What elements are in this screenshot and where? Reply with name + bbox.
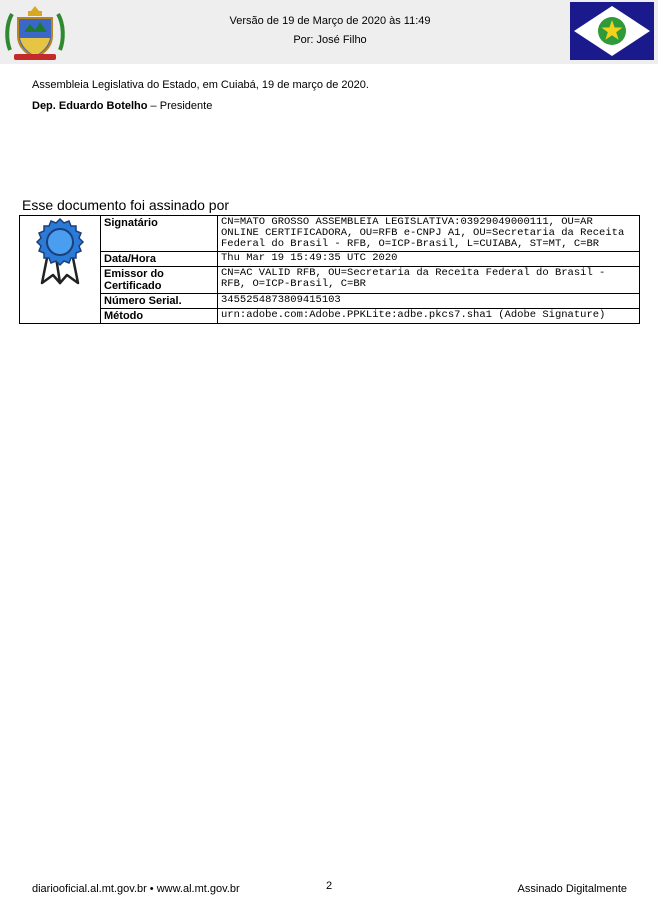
page-header	[0, 0, 658, 64]
mato-grosso-flag-icon	[570, 2, 654, 60]
table-row	[20, 294, 640, 309]
signer-name: Dep. Eduardo Botelho	[32, 100, 148, 112]
label-signatario: Signatário	[101, 216, 218, 252]
author-line: Por: José Filho	[293, 34, 367, 46]
table-row	[20, 267, 640, 294]
footer-signed-label: Assinado Digitalmente	[517, 883, 627, 895]
signer-role: – Presidente	[147, 100, 213, 112]
signer-line	[32, 100, 212, 112]
value-emissor: CN=AC VALID RFB, OU=Secretaria da Receita Federal do Brasil - RFB, O=ICP-Brasil, C=BR	[218, 267, 640, 294]
footer-sites: diariooficial.al.mt.gov.br • www.al.mt.gov.br	[32, 883, 240, 895]
value-signatario: CN=MATO GROSSO ASSEMBLEIA LEGISLATIVA:03929049000111, OU=AR ONLINE CERTIFICADORA, OU=RFB e-CNPJ A1, OU=Secretaria da Receita Federal do Brasil - RFB, O=ICP-Brasil, L=CUIABA, ST=MT, C=BR	[218, 216, 640, 252]
value-data-hora: Thu Mar 19 15:49:35 UTC 2020	[218, 252, 640, 267]
value-numero-serial: 3455254873809415103	[218, 294, 640, 309]
table-row	[20, 252, 640, 267]
table-row	[20, 216, 640, 252]
value-metodo: urn:adobe.com:Adobe.PPKLite:adbe.pkcs7.sha1 (Adobe Signature)	[218, 309, 640, 324]
label-data-hora: Data/Hora	[101, 252, 218, 267]
label-numero-serial: Número Serial.	[101, 294, 218, 309]
coat-of-arms-icon	[4, 2, 66, 62]
place-date-line: Assembleia Legislativa do Estado, em Cuiabá, 19 de março de 2020.	[32, 79, 369, 91]
table-row	[20, 309, 640, 324]
signature-title: Esse documento foi assinado por	[22, 197, 230, 213]
page-number: 2	[325, 880, 333, 892]
signature-table	[19, 215, 640, 324]
certificate-seal-icon	[34, 217, 86, 289]
label-metodo: Método	[101, 309, 218, 324]
version-line: Versão de 19 de Março de 2020 às 11:49	[229, 15, 431, 27]
seal-cell	[20, 216, 101, 324]
label-emissor: Emissor do Certificado	[101, 267, 218, 294]
